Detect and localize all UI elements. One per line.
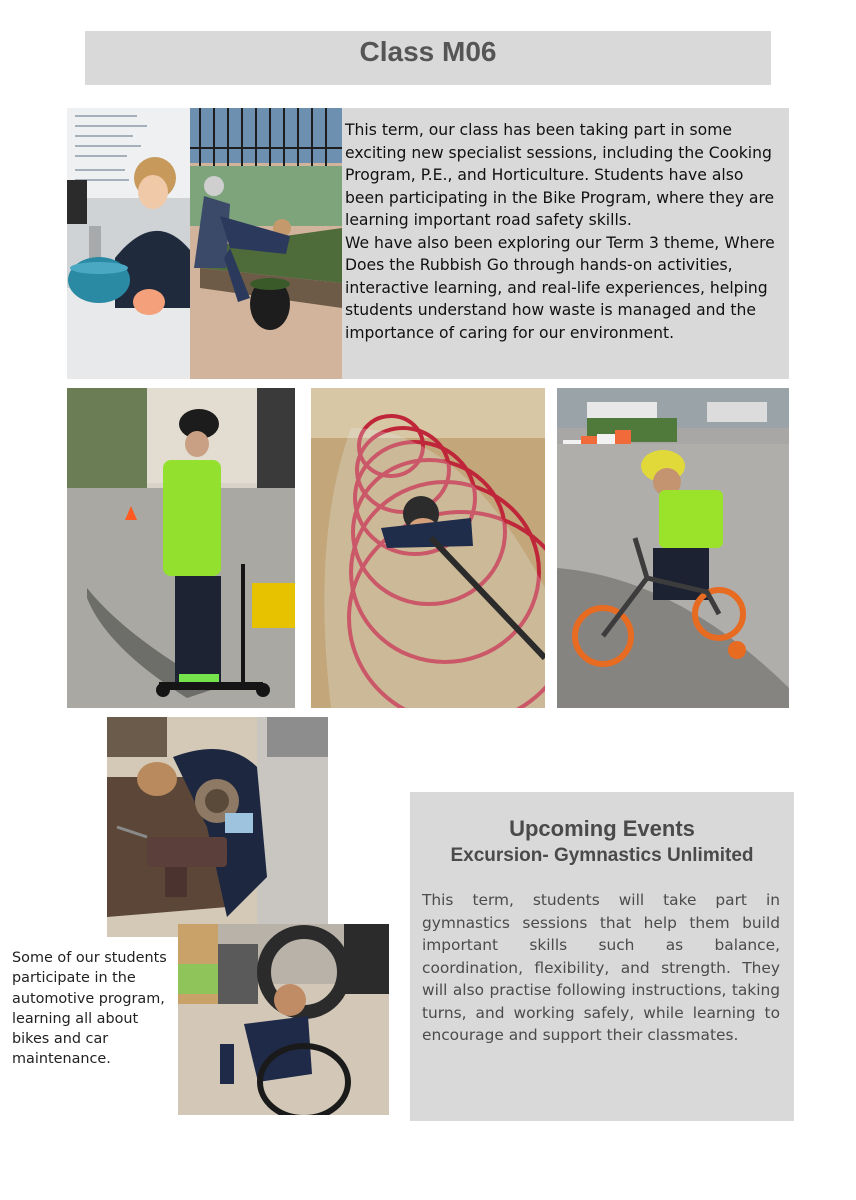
scooter-photo — [67, 388, 295, 708]
intro-paragraph-specialist: This term, our class has been taking part in some exciting new specialist sessions, including the Cooking Program, P.E., and Horticulture. Students have also been participating in the Bike Program, where they are learning important road safety skills. — [345, 121, 775, 229]
upcoming-events-heading: Upcoming Events — [509, 816, 695, 841]
automotive-workbench-photo — [107, 717, 328, 937]
page-title: Class M06 — [359, 36, 497, 67]
excursion-subheading: Excursion- Gymnastics Unlimited — [450, 845, 754, 866]
play-tunnel-photo — [311, 388, 545, 708]
title-banner — [85, 31, 771, 85]
intro-paragraph-theme: We have also been exploring our Term 3 theme, Where Does the Rubbish Go through hands-on activities, interactive learning, and real-life experiences, helping students understand how waste is managed and the importance of caring for our environment. — [345, 233, 775, 342]
cooking-photo — [67, 108, 190, 379]
automotive-caption: Some of our students participate in the automotive program, learning all about bikes and car maintenance. — [12, 950, 167, 1068]
bike-photo — [557, 388, 789, 708]
events-description: This term, students will take part in gymnastics sessions that help them build important skills such as balance, coordination, flexibility, and strength. They will also practise following instructions, taking turns, and working safely, while learning to encourage and support their classmates. — [422, 891, 780, 1044]
automotive-tyre-photo — [178, 924, 389, 1115]
intro-text — [345, 119, 781, 344]
garden-photo — [190, 108, 342, 379]
